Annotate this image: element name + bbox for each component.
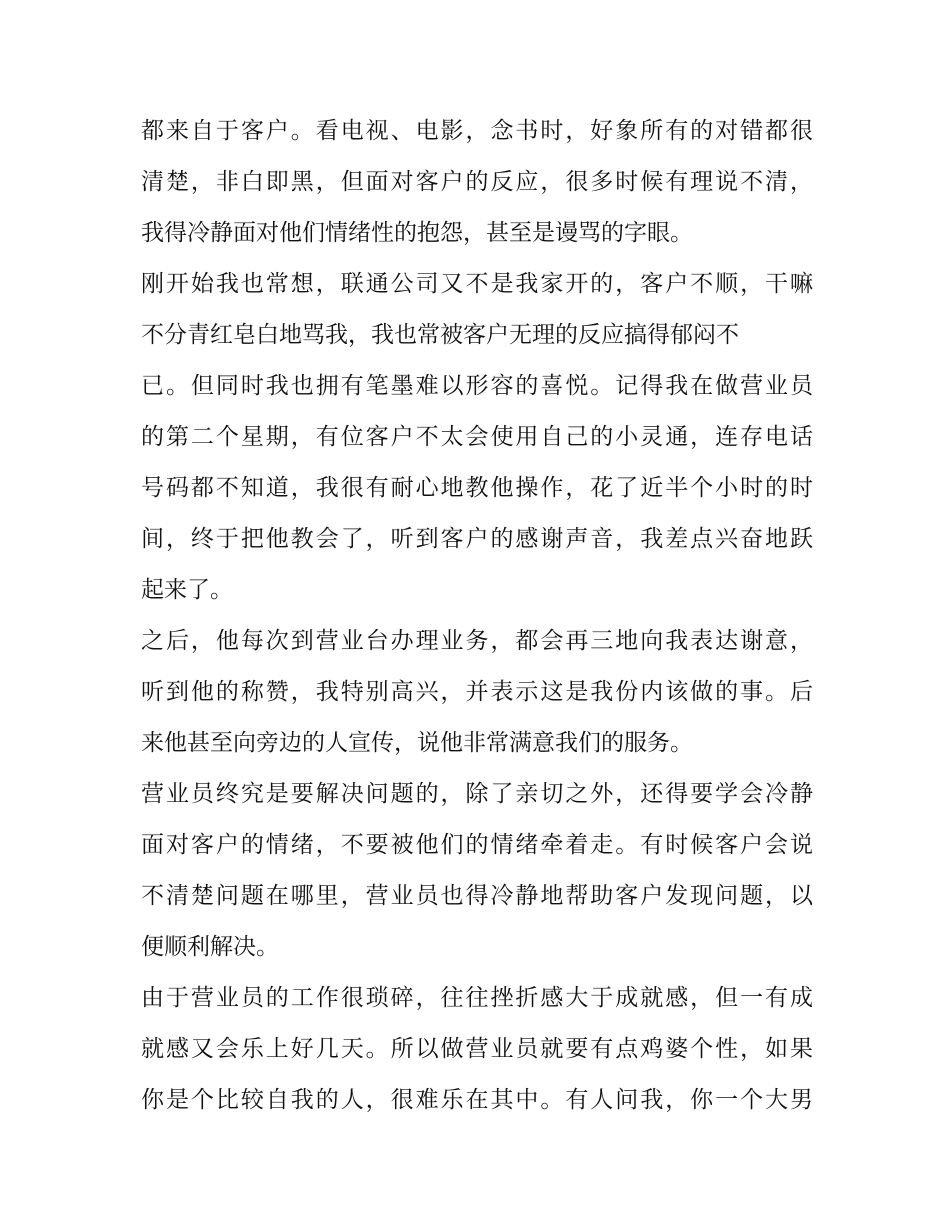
text-line: 间，终于把他教会了，听到客户的感谢声音，我差点兴奋地跃 xyxy=(141,526,813,552)
text-line: 不分青红皂白地骂我，我也常被客户无理的反应搞得郁闷不 xyxy=(141,322,739,348)
text-line: 已。但同时我也拥有笔墨难以形容的喜悦。记得我在做营业员 xyxy=(141,373,813,399)
text-line: 来他甚至向旁边的人宣传，说他非常满意我们的服务。 xyxy=(141,730,693,756)
paragraph-2 xyxy=(141,259,813,616)
paragraph-1 xyxy=(141,106,813,259)
text-line: 便顺利解决。 xyxy=(141,934,279,960)
paragraph-5 xyxy=(141,973,813,1126)
paragraph-3 xyxy=(141,616,813,769)
text-line: 我得冷静面对他们情绪性的抱怨，甚至是谩骂的字眼。 xyxy=(141,220,693,246)
document-body xyxy=(141,106,813,1126)
text-line: 的第二个星期，有位客户不太会使用自己的小灵通，连存电话 xyxy=(141,424,813,450)
text-line: 由于营业员的工作很琐碎，往往挫折感大于成就感，但一有成 xyxy=(141,985,813,1011)
text-line: 刚开始我也常想，联通公司又不是我家开的，客户不顺，干嘛 xyxy=(141,271,813,297)
text-line: 都来自于客户。看电视、电影，念书时，好象所有的对错都很 xyxy=(141,118,813,144)
text-line: 号码都不知道，我很有耐心地教他操作，花了近半个小时的时 xyxy=(141,475,813,501)
paragraph-4 xyxy=(141,769,813,973)
text-line: 营业员终究是要解决问题的，除了亲切之外，还得要学会冷静 xyxy=(141,781,813,807)
text-line: 之后，他每次到营业台办理业务，都会再三地向我表达谢意， xyxy=(141,628,813,654)
text-line: 面对客户的情绪，不要被他们的情绪牵着走。有时候客户会说 xyxy=(141,832,813,858)
text-line: 清楚，非白即黑，但面对客户的反应，很多时候有理说不清， xyxy=(141,169,813,195)
text-line: 就感又会乐上好几天。所以做营业员就要有点鸡婆个性，如果 xyxy=(141,1036,813,1062)
text-line: 听到他的称赞，我特别高兴，并表示这是我份内该做的事。后 xyxy=(141,679,813,705)
text-line: 不清楚问题在哪里，营业员也得冷静地帮助客户发现问题，以 xyxy=(141,883,813,909)
text-line: 你是个比较自我的人，很难乐在其中。有人问我，你一个大男 xyxy=(141,1087,813,1113)
text-line: 起来了。 xyxy=(141,577,233,603)
